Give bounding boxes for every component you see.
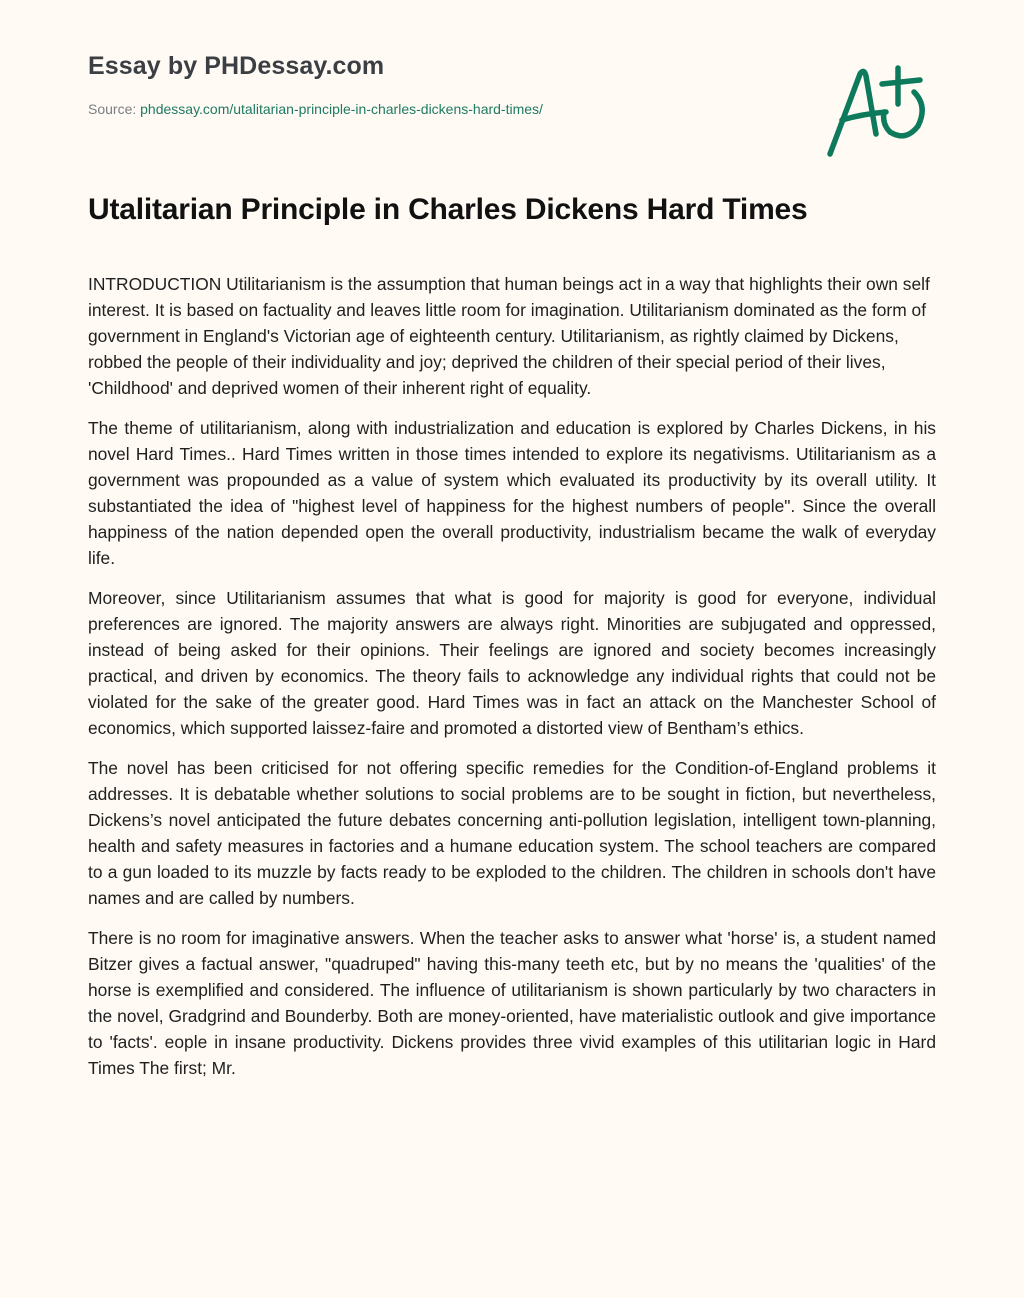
paragraph-introduction: INTRODUCTION Utilitarianism is the assumption that human beings act in a way that highlights their own self interest. It is based on factuality and leaves little room for imagination. Utilitarianism dominated as the form of government in England's Victorian age of eighteenth century. Utilitarianism, as rightly claimed by Dickens, robbed the people of their individuality and joy; deprived the children of their special period of their lives, 'Childhood' and deprived women of their inherent right of equality. <box>88 274 930 398</box>
document-title: Utalitarian Principle in Charles Dickens Hard Times <box>88 193 808 226</box>
a-plus-grade-icon <box>820 62 930 162</box>
brand-title: Essay by PHDessay.com <box>88 52 385 80</box>
page-header <box>88 50 788 118</box>
paragraph: There is no room for imaginative answers. When the teacher asks to answer what 'horse' is, a student named Bitzer gives a factual answer, "quadruped" having this-many teeth etc, but by no means the 'qualities' of the horse is exemplified and considered. The influence of utilitarianism is shown particularly by two characters in the novel, Gradgrind and Bounderby. Both are money-oriented, have materialistic outlook and give importance to 'facts'. eople in insane productivity. Dickens provides three vivid examples of this utilitarian logic in Hard Times The first; Mr. <box>88 928 936 1078</box>
source-line <box>88 100 788 118</box>
essay-body <box>88 271 936 1095</box>
source-label: Source: <box>88 101 137 117</box>
source-link[interactable]: phdessay.com/utalitarian-principle-in-charles-dickens-hard-times/ <box>140 101 543 117</box>
paragraph: The novel has been criticised for not offering specific remedies for the Condition-of-England problems it addresses. It is debatable whether solutions to social problems are to be sought in fiction, but nevertheless, Dickens’s novel anticipated the future debates concerning anti-pollution legislation, intelligent town-planning, health and safety measures in factories and a humane education system. The school teachers are compared to a gun loaded to its muzzle by facts ready to be exploded to the children. The children in schools don't have names and are called by numbers. <box>88 758 936 908</box>
paragraph: The theme of utilitarianism, along with industrialization and education is explored by Charles Dickens, in his novel Hard Times.. Hard Times written in those times intended to explore its negativisms. Utilitarianism as a government was propounded as a value of system which evaluated its productivity by its overall utility. It substantiated the idea of "highest level of happiness for the highest numbers of people". Since the overall happiness of the nation depended open the overall productivity, industrialism became the walk of everyday life. <box>88 418 936 568</box>
paragraph: Moreover, since Utilitarianism assumes that what is good for majority is good for everyone, individual preferences are ignored. The majority answers are always right. Minorities are subjugated and oppressed, instead of being asked for their opinions. Their feelings are ignored and society becomes increasingly practical, and driven by economics. The theory fails to acknowledge any individual rights that could not be violated for the sake of the greater good. Hard Times was in fact an attack on the Manchester School of economics, which supported laissez-faire and promoted a distorted view of Bentham’s ethics. <box>88 588 936 738</box>
